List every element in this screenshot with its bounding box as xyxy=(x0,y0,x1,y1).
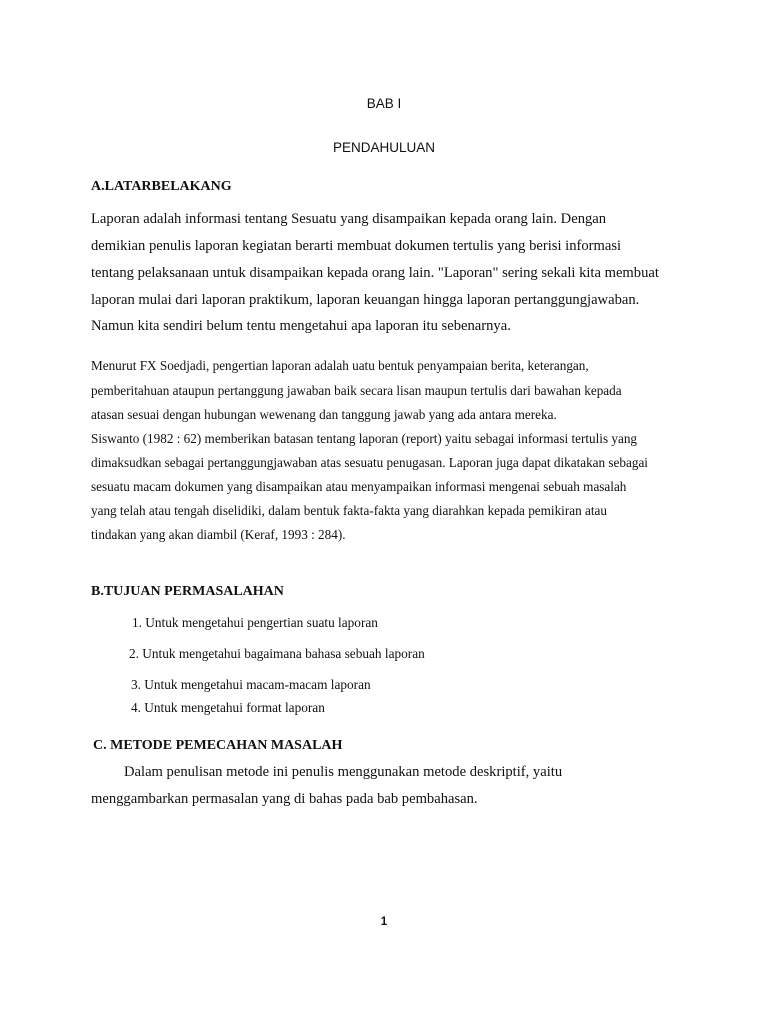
list-item: 3. Untuk mengetahui macam-macam laporan xyxy=(131,677,371,692)
paragraph-line: dimaksudkan sebagai pertanggungjawaban atas sesuatu penugasan. Laporan juga dapat dikatakan sebagai xyxy=(91,455,648,470)
paragraph-line: Siswanto (1982 : 62) memberikan batasan tentang laporan (report) yaitu sebagai informasi tertulis yang xyxy=(91,431,638,446)
paragraph-line: Laporan adalah informasi tentang Sesuatu yang disampaikan kepada orang lain. Dengan xyxy=(91,211,607,227)
chapter-label: BAB I xyxy=(366,96,402,111)
page-number: 1 xyxy=(380,916,388,928)
paragraph-line: tindakan yang akan diambil (Keraf, 1993 : 284). xyxy=(91,527,346,542)
paragraph-line: pemberitahuan ataupun pertanggung jawaban baik secara lisan maupun tertulis dari bawahan kepada xyxy=(91,383,622,398)
paragraph-line: Namun kita sendiri belum tentu mengetahui apa laporan itu sebenarnya. xyxy=(91,318,511,334)
paragraph-line: menggambarkan permasalan yang di bahas pada bab pembahasan. xyxy=(91,791,478,807)
list-item: 1. Untuk mengetahui pengertian suatu laporan xyxy=(132,615,378,630)
section-c-heading: C. METODE PEMECAHAN MASALAH xyxy=(93,738,343,753)
list-item: 2. Untuk mengetahui bagaimana bahasa sebuah laporan xyxy=(129,646,425,661)
section-a-heading: A.LATARBELAKANG xyxy=(91,179,232,194)
section-b-heading: B.TUJUAN PERMASALAHAN xyxy=(91,584,284,599)
paragraph-line: sesuatu macam dokumen yang disampaikan atau menyampaikan informasi mengenai sebuah masalah xyxy=(91,479,627,494)
paragraph-line: demikian penulis laporan kegiatan berarti membuat dokumen tertulis yang berisi informasi xyxy=(91,238,622,254)
paragraph-line: Menurut FX Soedjadi, pengertian laporan adalah uatu bentuk penyampaian berita, keterangan, xyxy=(91,358,589,373)
paragraph-line: tentang pelaksanaan untuk disampaikan kepada orang lain. "Laporan" sering sekali kita membuat xyxy=(91,265,659,281)
paragraph-line: yang telah atau tengah diselidiki, dalam bentuk fakta-fakta yang diarahkan kepada pemikiran atau xyxy=(91,503,607,518)
chapter-title: PENDAHULUAN xyxy=(332,140,436,155)
list-item: 4. Untuk mengetahui format laporan xyxy=(131,700,325,715)
paragraph-line: atasan sesuai dengan hubungan wewenang dan tanggung jawab yang ada antara mereka. xyxy=(91,407,557,422)
paragraph-line: Dalam penulisan metode ini penulis menggunakan metode deskriptif, yaitu xyxy=(124,764,563,780)
paragraph-line: laporan mulai dari laporan praktikum, laporan keuangan hingga laporan pertanggungjawaban. xyxy=(91,292,640,308)
